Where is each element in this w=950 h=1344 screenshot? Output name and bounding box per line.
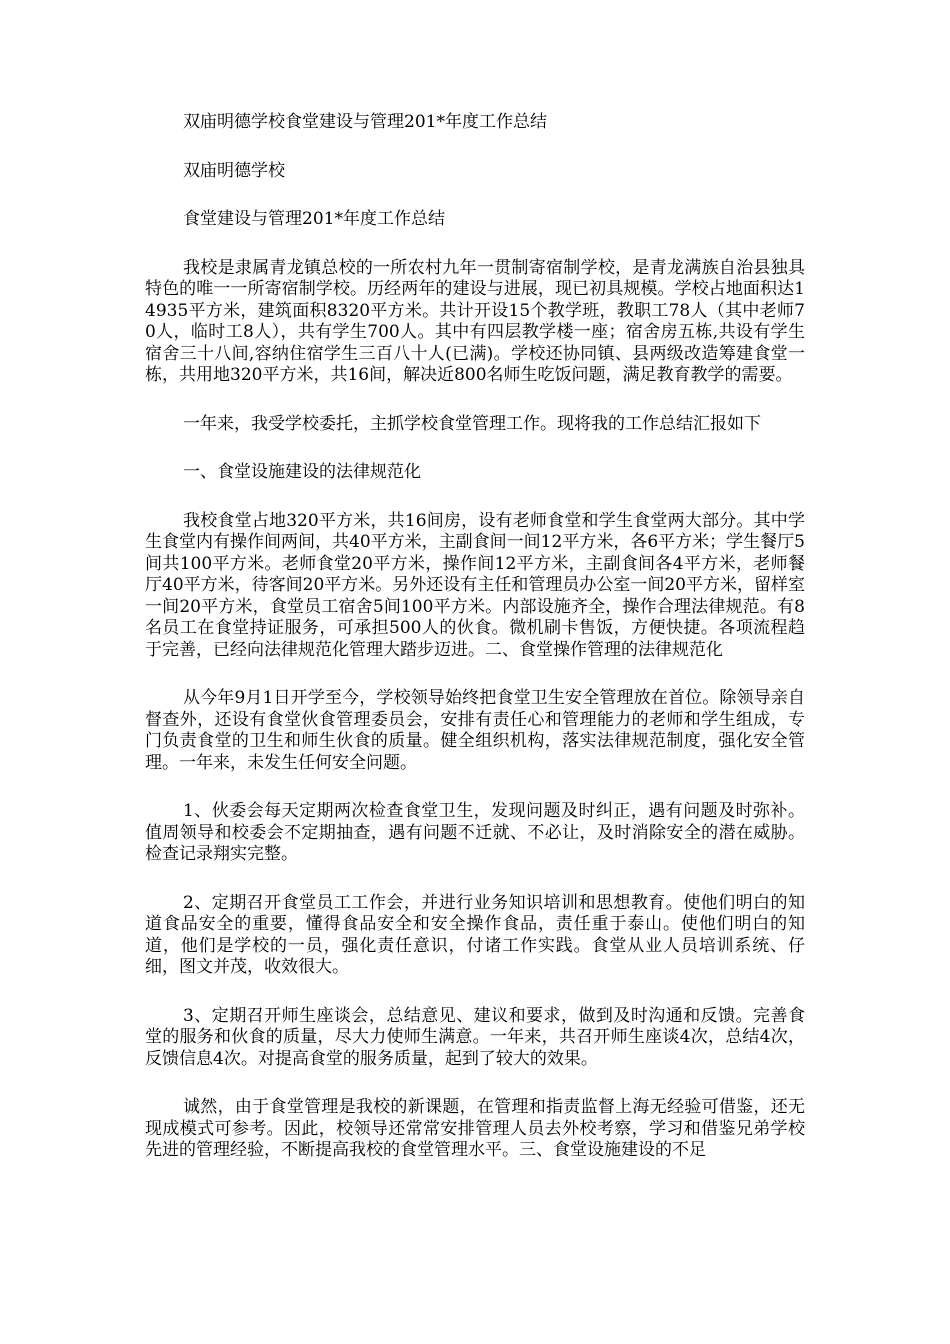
paragraph-item-1: 1、伙委会每天定期两次检查食堂卫生，发现问题及时纠正，遇有问题及时弥补。值周领导和校委会不定期抽查，遇有问题不迁就、不必让，及时消除安全的潜在威胁。检查记录翔实完整。 <box>145 801 805 864</box>
school-name: 双庙明德学校 <box>183 160 285 181</box>
paragraph-item-3: 3、定期召开师生座谈会，总结意见、建议和要求，做到及时沟通和反馈。完善食堂的服务和伙食的质量，尽大力使师生满意。一年来，共召开师生座谈4次，总结4次，反馈信息4次。对提高食堂的服务质量，起到了较大的效果。 <box>145 1005 805 1069</box>
section-heading-facilities: 一、食堂设施建设的法律规范化 <box>183 462 421 482</box>
paragraph-canteen-facilities: 我校食堂占地320平方米，共16间房，设有老师食堂和学生食堂两大部分。其中学生食堂内有操作间两间，共40平方米，主副食间一间12平方米，各6平方米；学生餐厅5间共100平方米。老师食堂20平方米，操作间12平方米，主副食间各4平方米，老师餐厅40平方米，待客间20平方米。另外还设有主任和管理员办公室一间20平方米，留样室一间20平方米，食堂员工宿舍5间100平方米。内部设施齐全，操作合理法律规范。有8名员工在食堂持证服务，可承担500人的伙食。微机刷卡售饭，方便快捷。各项流程趋于完善，已经向法律规范化管理大踏步迈进。二、食堂操作管理的法律规范化 <box>145 510 805 660</box>
paragraph-safety-management: 从今年9月1日开学至今，学校领导始终把食堂卫生安全管理放在首位。除领导亲自督查外，还设有食堂伙食管理委员会，安排有责任心和管理能力的老师和学生组成，专门负责食堂的卫生和师生伙食的质量。健全组织机构，落实法律规范制度，强化安全管理。一年来，未发生任何安全问题。 <box>145 688 805 773</box>
document-subtitle: 食堂建设与管理201*年度工作总结 <box>183 209 445 229</box>
paragraph-item-2: 2、定期召开食堂员工工作会，并进行业务知识培训和思想教育。使他们明白的知道食品安全的重要，懂得食品安全和安全操作食品，责任重于泰山。使他们明白的知道，他们是学校的一员，强化责任意识，付诸工作实践。食堂从业人员培训系统、仔细，图文并茂，收效很大。 <box>145 892 805 977</box>
paragraph-conclusion: 诚然，由于食堂管理是我校的新课题，在管理和指责监督上海无经验可借鉴，还无现成模式可参考。因此，校领导还常常安排管理人员去外校考察，学习和借鉴兄弟学校先进的管理经验，不断提高我校的食堂管理水平。三、食堂设施建设的不足 <box>145 1097 805 1160</box>
document-body <box>145 112 805 1189</box>
document-title: 双庙明德学校食堂建设与管理201*年度工作总结 <box>183 112 547 132</box>
paragraph-school-overview: 我校是隶属青龙镇总校的一所农村九年一贯制寄宿制学校，是青龙满族自治县独具特色的唯一一所寄宿制学校。历经两年的建设与进展，现已初具规模。学校占地面积达14935平方米，建筑面积8320平方米。共计开设15个教学班，教职工78人（其中老师70人，临时工8人），共有学生700人。其中有四层教学楼一座；宿舍房五栋,共设有学生宿舍三十八间,容纳住宿学生三百八十人(已满)。学校还协同镇、县两级改造筹建食堂一栋，共用地320平方米，共16间，解决近800名师生吃饭问题，满足教育教学的需要。 <box>145 257 805 385</box>
paragraph-report-intro: 一年来，我受学校委托，主抓学校食堂管理工作。现将我的工作总结汇报如下 <box>183 413 761 434</box>
